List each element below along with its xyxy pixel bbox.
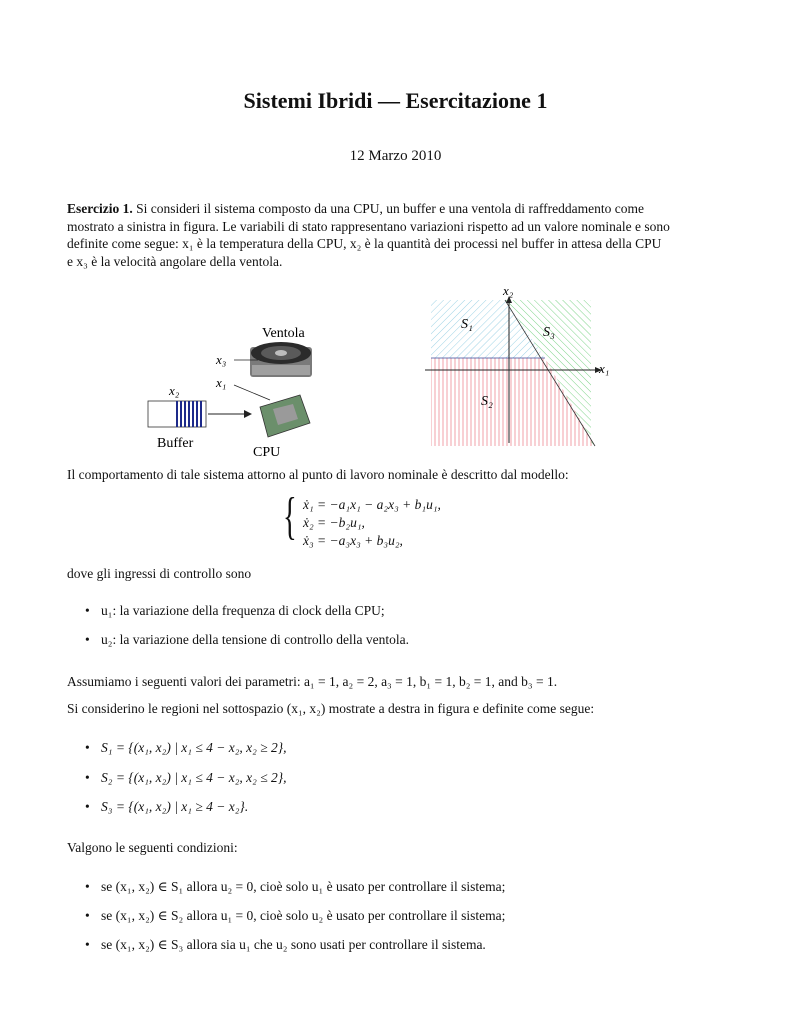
cpu-fan-buffer-figure (140, 315, 340, 465)
list-item: • S₃ = {(x₁, x₂) | x₁ ≥ 4 − x₂}. (85, 799, 249, 814)
list-item: • u₁: la variazione della frequenza di clock della CPU; (85, 603, 385, 618)
x3-label: x₃ (216, 352, 227, 367)
page-title: Sistemi Ibridi — Esercitazione 1 (243, 88, 548, 113)
cpu-label: CPU (253, 445, 281, 460)
list-item: • u₂: la variazione della tensione di controllo della ventola. (85, 632, 409, 647)
intro-line-4: e x₃ è la velocità angolare della ventola. (67, 253, 283, 269)
list-item: • S₂ = {(x₁, x₂) | x₁ ≤ 4 − x₂, x₂ ≤ 2}, (85, 770, 287, 785)
fan-image (250, 342, 312, 377)
equation-system (283, 488, 523, 553)
intro-line-1: Si consideri il sistema composto da una CPU, un buffer e una ventola di raffreddamento come (136, 201, 644, 216)
x2-label: x₂ (169, 383, 180, 398)
region-s3-label: S₃ (543, 325, 555, 340)
region-s2-def: S₂ = {(x₁, x₂) | x₁ ≤ 4 − x₂, x₂ ≤ 2}, (101, 770, 287, 785)
equation-1: ẋ₁ = −a₁x₁ − a₂x₃ + b₁u₁, (303, 497, 441, 512)
list-item: • se (x₁, x₂) ∈ S₁ allora u₂ = 0, cioè solo u₁ è usato per controllare il sistema; (85, 879, 506, 894)
region-s1-def: S₁ = {(x₁, x₂) | x₁ ≤ 4 − x₂, x₂ ≥ 2}, (101, 740, 287, 755)
condition-s3: se (x₁, x₂) ∈ S₃ allora sia u₁ che u₂ sono usati per controllare il sistema. (101, 937, 486, 952)
exercise-intro (67, 200, 691, 270)
inputs-intro: dove gli ingressi di controllo sono (67, 566, 252, 581)
conditions-intro: Valgono le seguenti condizioni: (67, 840, 238, 855)
parameters: Assumiamo i seguenti valori dei parametri: a₁ = 1, a₂ = 2, a₃ = 1, b₁ = 1, b₂ = 1, and b₃ = 1. (67, 674, 558, 689)
regions-intro: Si considerino le regioni nel sottospazio (x₁, x₂) mostrate a destra in figura e definite come segue: (67, 701, 595, 716)
list-item: • se (x₁, x₂) ∈ S₂ allora u₁ = 0, cioè solo u₂ è usato per controllare il sistema; (85, 908, 506, 923)
model-intro: Il comportamento di tale sistema attorno al punto di lavoro nominale è descritto dal modello: (67, 467, 569, 482)
regions-figure (425, 283, 625, 453)
x2-axis-label: x₂ (503, 283, 514, 298)
fan-label: Ventola (262, 326, 305, 341)
x1-axis-label: x₁ (599, 361, 610, 376)
list-item: • se (x₁, x₂) ∈ S₃ allora sia u₁ che u₂ sono usati per controllare il sistema. (85, 937, 486, 952)
buffer-queue (148, 401, 206, 427)
exercise-label: Esercizio 1. (67, 201, 133, 216)
x1-label: x₁ (216, 375, 227, 390)
brace: { (283, 488, 297, 545)
equation-2: ẋ₂ = −b₂u₁, (303, 515, 365, 530)
equation-3: ẋ₃ = −a₃x₃ + b₃u₂, (303, 533, 403, 548)
input-u2: u₂: la variazione della tensione di controllo della ventola. (101, 632, 409, 647)
date: 12 Marzo 2010 (349, 148, 442, 164)
condition-s2: se (x₁, x₂) ∈ S₂ allora u₁ = 0, cioè solo u₂ è usato per controllare il sistema; (101, 908, 506, 923)
list-item: • S₁ = {(x₁, x₂) | x₁ ≤ 4 − x₂, x₂ ≥ 2}, (85, 740, 287, 755)
condition-s1: se (x₁, x₂) ∈ S₁ allora u₂ = 0, cioè solo u₁ è usato per controllare il sistema; (101, 879, 506, 894)
cpu-image (260, 395, 310, 437)
intro-line-2: mostrato a sinistra in figura. Le variabili di stato rappresentano variazioni rispetto ad un valore nominale e sono (67, 218, 670, 234)
buffer-label: Buffer (157, 436, 194, 451)
region-s1-label: S₁ (461, 317, 473, 332)
input-u1: u₁: la variazione della frequenza di clock della CPU; (101, 603, 385, 618)
region-s2-label: S₂ (481, 394, 493, 409)
intro-line-3: definite come segue: x₁ è la temperatura della CPU, x₂ è la quantità dei processi nel buffer in attesa della CPU (67, 236, 662, 251)
region-s3-def: S₃ = {(x₁, x₂) | x₁ ≥ 4 − x₂}. (101, 799, 249, 814)
